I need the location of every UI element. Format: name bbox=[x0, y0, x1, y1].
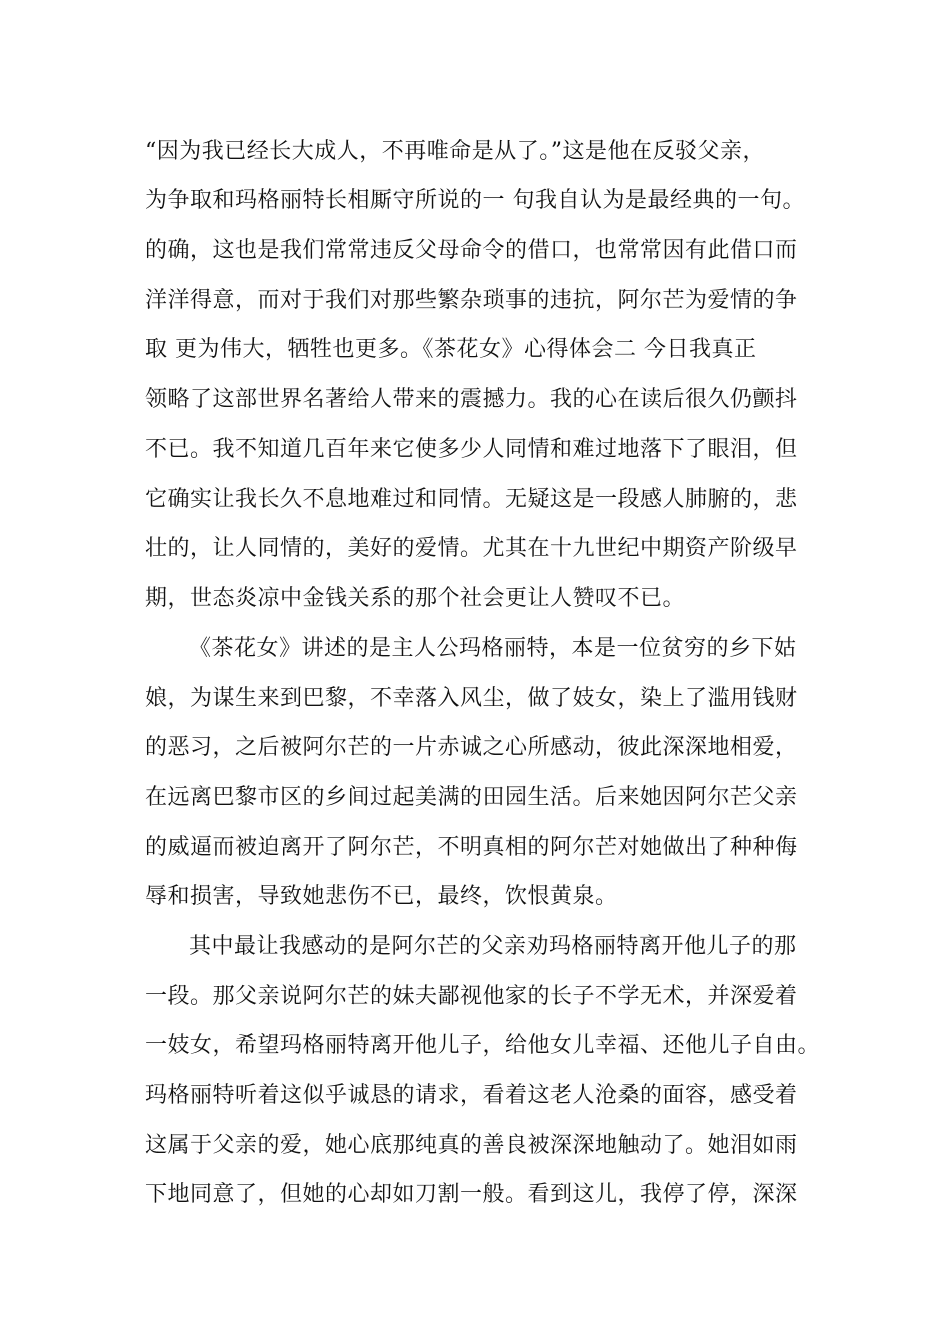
text-line: 一妓女，希望玛格丽特离开他儿子，给他女儿幸福、还他儿子自由。 bbox=[145, 1033, 821, 1058]
text-line: 这属于父亲的爱，她心底那纯真的善良被深深地触动了。她泪如雨 bbox=[145, 1133, 798, 1158]
text-line: 领略了这部世界名著给人带来的震撼力。我的心在读后很久仍颤抖 bbox=[145, 387, 798, 412]
text-line: 娘，为谋生来到巴黎，不幸落入风尘，做了妓女，染上了滥用钱财 bbox=[145, 686, 798, 711]
text-line: 的威逼而被迫离开了阿尔芒，不明真相的阿尔芒对她做出了种种侮 bbox=[145, 835, 798, 860]
text-line: 玛格丽特听着这似乎诚恳的请求，看着这老人沧桑的面容，感受着 bbox=[145, 1083, 798, 1108]
text-line: 洋洋得意，而对于我们对那些繁杂琐事的违抗，阿尔芒为爱情的争 bbox=[145, 288, 798, 313]
text-line: 它确实让我长久不息地难过和同情。无疑这是一段感人肺腑的，悲 bbox=[145, 487, 798, 512]
text-line: 不已。我不知道几百年来它使多少人同情和难过地落下了眼泪，但 bbox=[145, 437, 798, 462]
text-line: 期，世态炎凉中金钱关系的那个社会更让人赞叹不已。 bbox=[145, 586, 686, 611]
text-line: 在远离巴黎市区的乡间过起美满的田园生活。后来她因阿尔芒父亲 bbox=[145, 785, 798, 810]
text-line: 其中最让我感动的是阿尔芒的父亲劝玛格丽特离开他儿子的那 bbox=[189, 934, 797, 959]
text-line: “因为我已经长大成人，不再唯命是从了。”这是他在反驳父亲， bbox=[145, 139, 765, 164]
text-line: 壮的，让人同情的，美好的爱情。尤其在十九世纪中期资产阶级早 bbox=[145, 536, 798, 561]
text-line: 辱和损害，导致她悲伤不已，最终，饮恨黄泉。 bbox=[145, 884, 618, 909]
text-line: 为争取和玛格丽特长相厮守所说的一 句我自认为是最经典的一句。 bbox=[145, 188, 805, 213]
text-line: 《茶花女》讲述的是主人公玛格丽特，本是一位贫穷的乡下姑 bbox=[189, 636, 797, 661]
text-line: 下地同意了，但她的心却如刀割一般。看到这儿，我停了停，深深 bbox=[145, 1182, 798, 1207]
text-line: 一段。那父亲说阿尔芒的妹夫鄙视他家的长子不学无术，并深爱着 bbox=[145, 984, 798, 1009]
text-line: 的恶习，之后被阿尔芒的一片赤诚之心所感动，彼此深深地相爱， bbox=[145, 735, 798, 760]
text-line: 的确，这也是我们常常违反父母命令的借口，也常常因有此借口而 bbox=[145, 238, 798, 263]
text-line: 取 更为伟大，牺牲也更多。《茶花女》心得体会二 今日我真正 bbox=[145, 337, 757, 362]
